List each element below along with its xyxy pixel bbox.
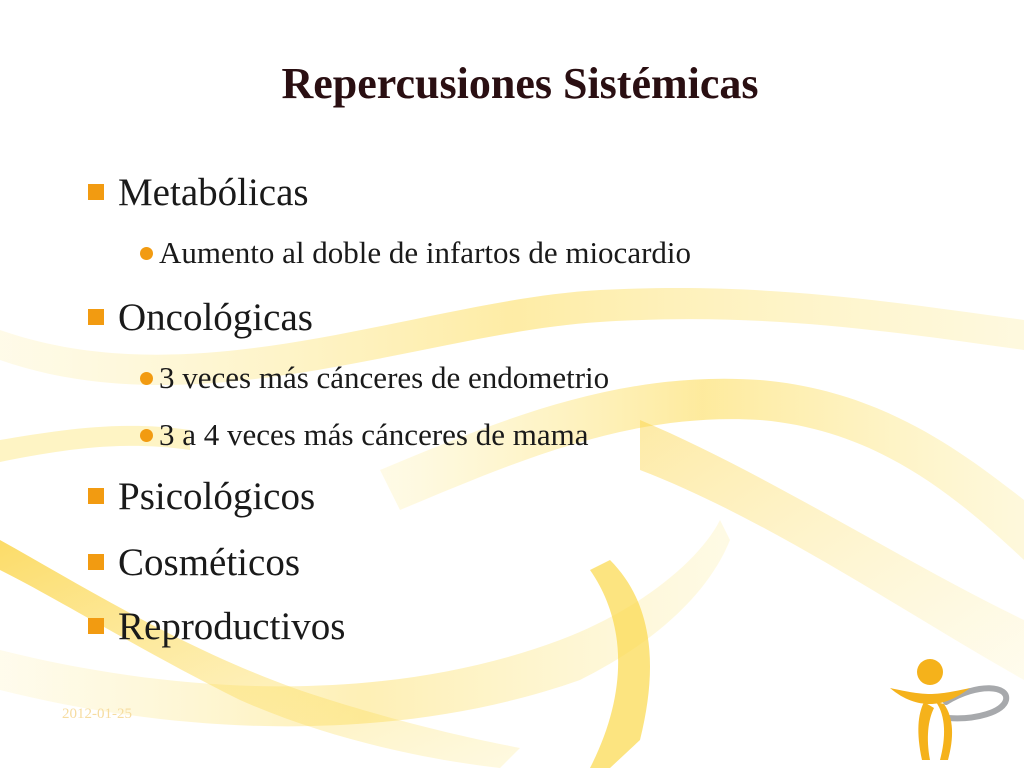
sub-bullet-endometrio (140, 360, 609, 396)
square-bullet-icon (88, 554, 104, 570)
person-figure-logo-icon (884, 652, 1014, 764)
dot-bullet-icon (140, 247, 153, 260)
sub-bullet-infartos (140, 235, 691, 271)
bullet-psicologicos (88, 474, 315, 519)
bullet-oncologicas (88, 295, 313, 340)
footer-date: 2012-01-25 (62, 706, 132, 722)
sub-bullet-mama (140, 417, 588, 453)
sub-bullet-text: 3 veces más cánceres de endometrio (159, 360, 610, 395)
bullet-reproductivos (88, 604, 345, 649)
sub-bullet-text: Aumento al doble de infartos de miocardio (159, 235, 692, 270)
dot-bullet-icon (140, 429, 153, 442)
square-bullet-icon (88, 309, 104, 325)
bullet-text: Psicológicos (118, 475, 316, 518)
bullet-metabolicas (88, 170, 309, 215)
bullet-text: Reproductivos (118, 605, 346, 648)
square-bullet-icon (88, 488, 104, 504)
sub-bullet-text: 3 a 4 veces más cánceres de mama (159, 417, 589, 452)
bullet-cosmeticos (88, 540, 300, 585)
square-bullet-icon (88, 618, 104, 634)
bullet-text: Oncológicas (118, 296, 313, 339)
square-bullet-icon (88, 184, 104, 200)
bullet-text: Cosméticos (118, 541, 300, 584)
bullet-text: Metabólicas (118, 171, 309, 214)
slide-title: Repercusiones Sistémicas (281, 59, 759, 108)
dot-bullet-icon (140, 372, 153, 385)
